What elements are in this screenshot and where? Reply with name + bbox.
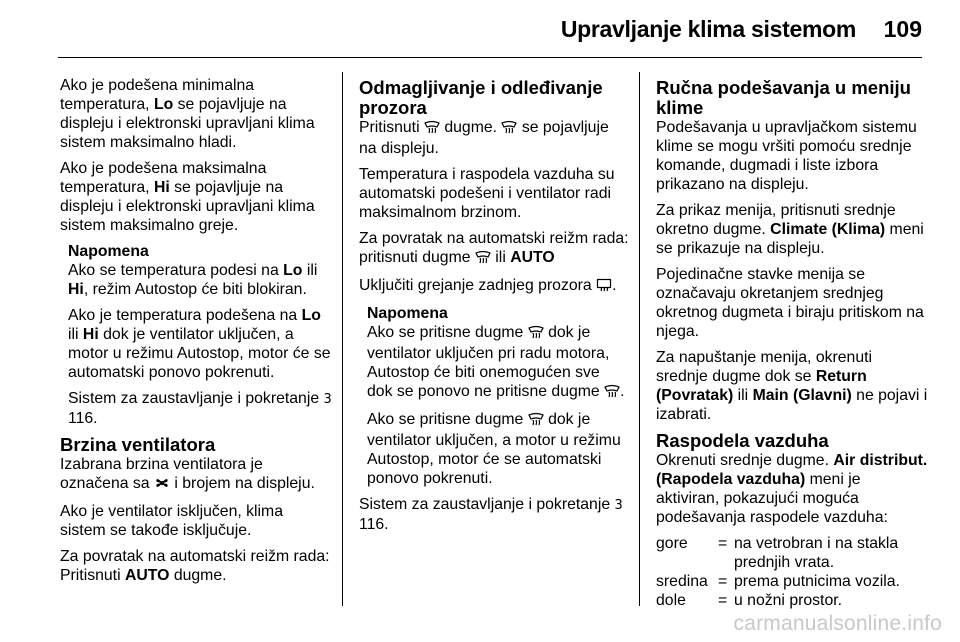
paragraph: Za povratak na automatski reižm rada: Pritisnuti AUTO dugme. bbox=[60, 548, 330, 584]
windshield-defrost-icon bbox=[528, 412, 544, 431]
paragraph: Podešavanja u upravljačkom sistemu klime se mogu vršiti pomoću srednje komande, dugmadi i liste izbora prikazano na displeju. bbox=[656, 119, 917, 193]
definition-row: sredina = prema putnicima vozila. bbox=[656, 573, 900, 590]
paragraph: Ako je ventilator isključen, klima sistem se takođe isključuje. bbox=[60, 503, 283, 539]
column-divider-1 bbox=[342, 72, 343, 606]
paragraph: Uključiti grejanje zadnjeg prozora . bbox=[359, 276, 629, 297]
column-1 bbox=[60, 76, 332, 592]
reference-arrow-icon: 3 bbox=[614, 498, 623, 513]
note-text: Sistem za zaustavljanje i pokretanje 3 116. bbox=[68, 390, 332, 427]
windshield-defrost-icon bbox=[424, 120, 440, 139]
paragraph: Temperatura i raspodela vazduha su automatski podešeni i ventilator radi maksimalnom brzinom. bbox=[359, 166, 615, 221]
definition-row: dole = u nožni prostor. bbox=[656, 592, 843, 609]
section-heading: Brzina ventilatora bbox=[60, 434, 216, 455]
paragraph: Za napuštanje menija, okrenuti srednje dugme dok se Return (Povratak) ili Main (Glavni) ne pojavi i izabrati. bbox=[656, 349, 928, 423]
note-text: Ako se temperatura podesi na Lo ili Hi, režim Autostop će biti blokiran. bbox=[68, 262, 318, 298]
page-link[interactable]: 116. bbox=[359, 516, 389, 533]
paragraph: Ako je podešena minimalna temperatura, Lo se pojavljuje na displeju i elektronski upravljani klima sistem maksimalno hladi. bbox=[60, 77, 315, 151]
paragraph: Za prikaz menija, pritisnuti srednje okretno dugme. Climate (Klima) meni se prikazuje na displeju. bbox=[656, 202, 924, 257]
reference-arrow-icon: 3 bbox=[323, 392, 332, 407]
page-number: 109 bbox=[883, 16, 922, 42]
paragraph: Ako je podešena maksimalna temperatura, Hi se pojavljuje na displeju i elektronski upravljani klima sistem maksimalno greje. bbox=[60, 160, 315, 234]
page-header bbox=[0, 0, 960, 58]
definition-list bbox=[656, 534, 928, 610]
note-text: Ako je temperatura podešena na Lo ili Hi dok je ventilator uključen, a motor u režimu Autostop, motor će se automatski ponovo pokrenuti. bbox=[68, 307, 331, 381]
windshield-defrost-icon bbox=[475, 250, 491, 269]
fan-icon bbox=[154, 476, 170, 495]
note-box bbox=[68, 242, 332, 428]
paragraph: Za povratak na automatski reižm rada: pritisnuti dugme ili AUTO bbox=[359, 229, 629, 269]
rear-window-heating-icon bbox=[596, 278, 612, 297]
column-2 bbox=[359, 76, 629, 541]
section-heading: Odmagljivanje i odleđivanje prozora bbox=[359, 77, 603, 118]
page-link[interactable]: 116. bbox=[68, 410, 98, 427]
windshield-defrost-icon bbox=[501, 120, 517, 139]
section-heading: Raspodela vazduha bbox=[656, 430, 829, 451]
header-divider bbox=[58, 57, 922, 58]
column-divider-2 bbox=[639, 72, 640, 606]
note-box bbox=[367, 304, 629, 488]
note-title: Napomena bbox=[367, 305, 448, 322]
paragraph: Sistem za zaustavljanje i pokretanje 3 116. bbox=[359, 496, 623, 533]
note-text: Ako se pritisne dugme dok je ventilator uključen pri radu motora, Autostop će biti onemogućen sve dok se ponovo ne pritisne dugme . bbox=[367, 323, 629, 403]
page-title: Upravljanje klima sistemom bbox=[560, 16, 856, 42]
definition-row: gore = na vetrobran i na stakla prednjih vrata. bbox=[656, 535, 899, 571]
note-title: Napomena bbox=[68, 243, 149, 260]
windshield-defrost-icon bbox=[604, 384, 620, 403]
column-3 bbox=[656, 76, 928, 610]
windshield-defrost-icon bbox=[528, 325, 544, 344]
paragraph: Pritisnuti dugme. se pojavljuje na displeju. bbox=[359, 119, 609, 157]
note-text: Ako se pritisne dugme dok je ventilator uključen, a motor u režimu Autostop, motor će se automatski ponovo pokrenuti. bbox=[367, 411, 621, 487]
paragraph: Izabrana brzina ventilatora je označena sa i brojem na displeju. bbox=[60, 455, 332, 495]
paragraph: Pojedinačne stavke menija se označavaju okretanjem srednjeg okretnog dugmeta i biraju pritiskom na njega. bbox=[656, 266, 924, 340]
paragraph: Okrenuti srednje dugme. Air distribut. (Rapodela vazduha) meni je aktiviran, pokazujući moguća podešavanja raspodele vazduha: bbox=[656, 452, 928, 526]
watermark: carmanualsonline.info bbox=[733, 612, 942, 635]
section-heading: Ručna podešavanja u meniju klime bbox=[656, 77, 911, 118]
